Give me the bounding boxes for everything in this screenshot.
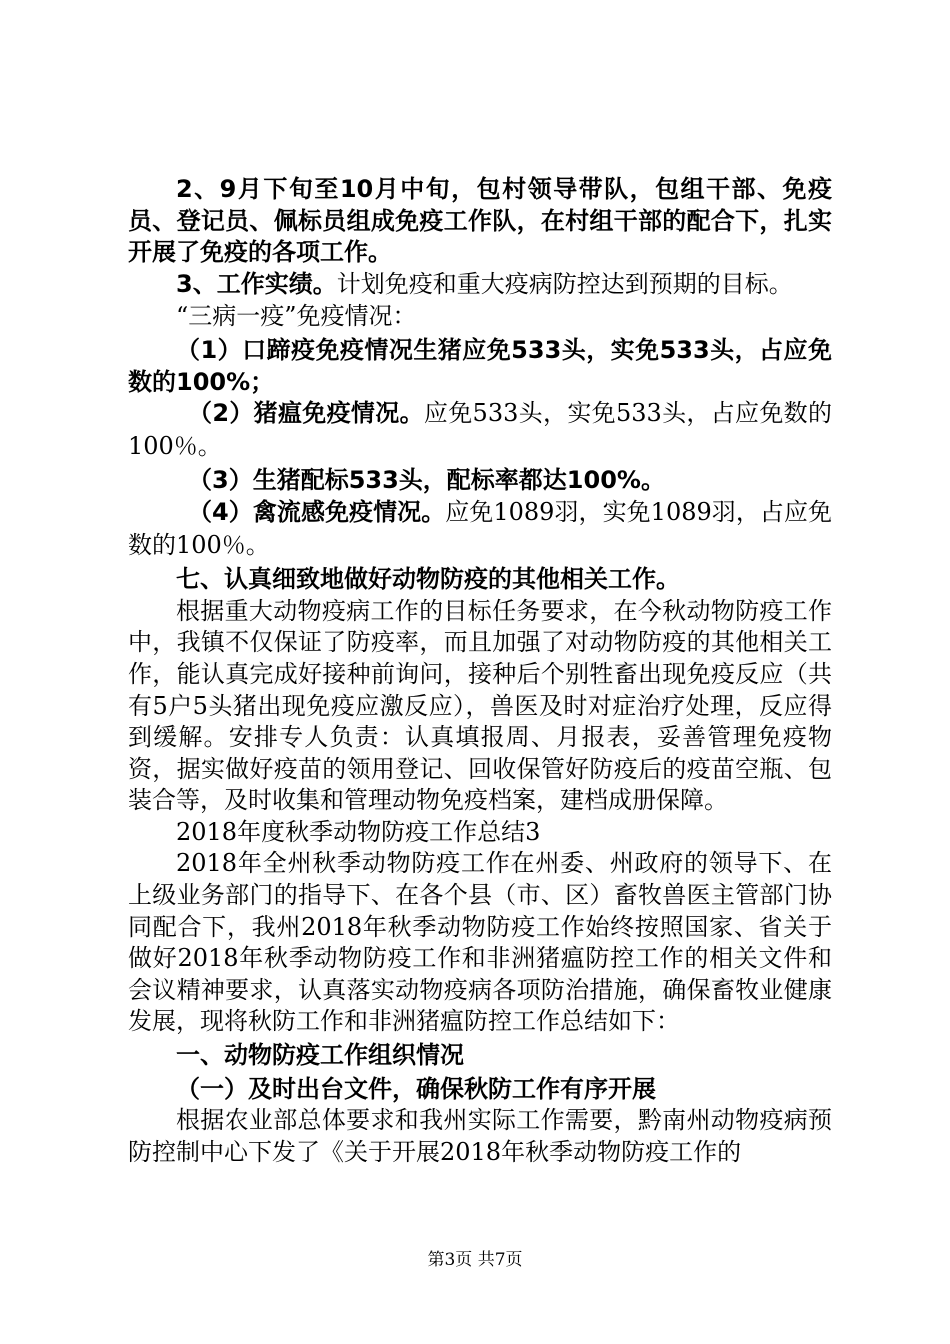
foot-and-mouth-item: （1）口蹄疫免疫情况生猪应免533头，实免533头，占应免数的100%； bbox=[128, 335, 832, 396]
swine-fever-item bbox=[128, 398, 832, 463]
avian-flu-heading: （4）禽流感免疫情况。 bbox=[188, 497, 446, 526]
item-3-heading: 3、工作实绩。 bbox=[176, 269, 337, 298]
page-number-footer: 第3页 共7页 bbox=[427, 1250, 523, 1270]
paragraph-item-2: 2、9月下旬至10月中旬，包村领导带队，包组干部、免疫员、登记员、佩标员组成免疫工作队，在村组干部的配合下，扎实开展了免疫的各项工作。 bbox=[128, 175, 832, 267]
ear-tag-item: （3）生猪配标533头，配标率都达100%。 bbox=[188, 466, 665, 495]
swine-fever-heading: （2）猪瘟免疫情况。 bbox=[188, 399, 424, 428]
section-seven-heading: 七、认真细致地做好动物防疫的其他相关工作。 bbox=[176, 565, 680, 594]
summary-title: 2018年度秋季动物防疫工作总结3 bbox=[176, 817, 541, 846]
section-seven-body: 根据重大动物疫病工作的目标任务要求，在今秋动物防疫工作中，我镇不仅保证了防疫率，而且加强了对动物防疫的其他相关工作，能认真完成好接种前询问，接种后个别牲畜出现免疫反应（共有5户5头猪出现免疫应激反应），兽医及时对症治疗处理，反应得到缓解。安排专人负责：认真填报周、月报表，妥善管理免疫物资，据实做好疫苗的领用登记、回收保管好防疫后的疫苗空瓶、包装合等，及时收集和管理动物免疫档案，建档成册保障。 bbox=[128, 596, 832, 815]
avian-flu-item bbox=[128, 497, 832, 562]
subsection-one-body: 根据农业部总体要求和我州实际工作需要，黔南州动物疫病预防控制中心下发了《关于开展2018年秋季动物防疫工作的 bbox=[128, 1106, 832, 1166]
paragraph-item-3 bbox=[128, 269, 832, 302]
avian-flu-text: 应免1089羽，实免1089羽，占应免数的100％。 bbox=[128, 497, 833, 559]
item-3-text: 计划免疫和重大疫病防控达到预期的目标。 bbox=[336, 269, 793, 298]
three-diseases-heading: “三病一疫”免疫情况： bbox=[176, 302, 417, 331]
summary-intro: 2018年全州秋季动物防疫工作在州委、州政府的领导下、在上级业务部门的指导下、在各个县（市、区）畜牧兽医主管部门协同配合下，我州2018年秋季动物防疫工作始终按照国家、省关于做好2018年秋季动物防疫工作和非洲猪瘟防控工作的相关文件和会议精神要求，认真落实动物疫病各项防治措施，确保畜牧业健康发展，现将秋防工作和非洲猪瘟防控工作总结如下： bbox=[128, 849, 832, 1036]
subsection-one-heading: （一）及时出台文件，确保秋防工作有序开展 bbox=[176, 1074, 656, 1103]
section-one-heading: 一、动物防疫工作组织情况 bbox=[176, 1041, 464, 1070]
document-body bbox=[128, 174, 832, 1168]
swine-fever-text: 应免533头，实免533头，占应免数的100％。 bbox=[128, 399, 832, 460]
